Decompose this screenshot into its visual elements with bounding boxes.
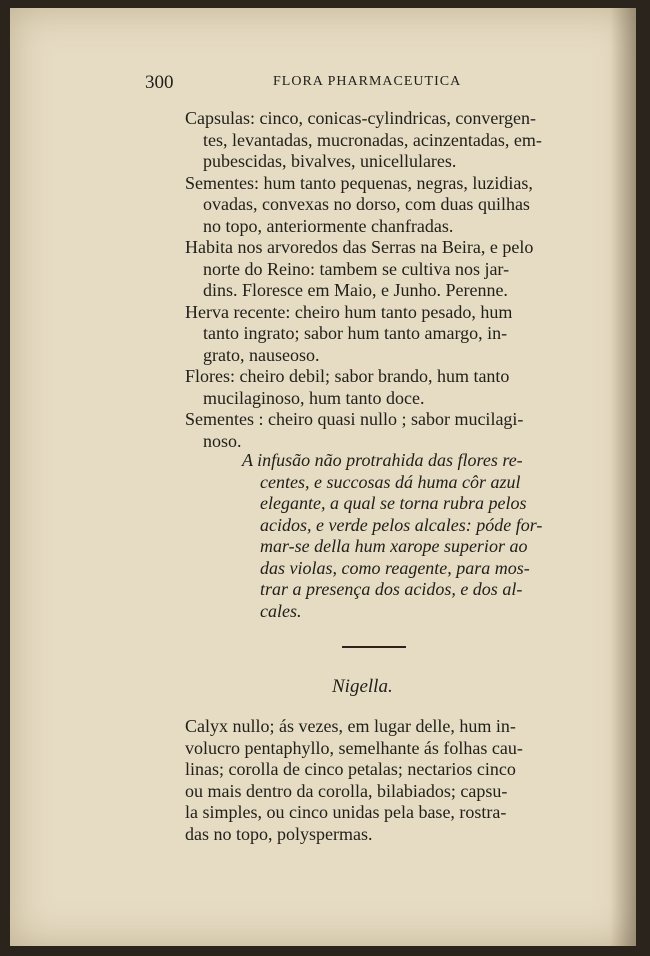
entry-line: Habita nos arvoredos das Serras na Beira, e pelo xyxy=(185,237,534,257)
entry-sementes-sabor xyxy=(185,409,605,452)
note-line: elegante, a qual se torna rubra pelos xyxy=(260,493,527,513)
entry-line: noso. xyxy=(203,430,242,451)
section-line: ou mais dentro da corolla, bilabiados; capsu- xyxy=(185,780,508,801)
entry-capsulas xyxy=(185,108,605,173)
entry-line: Sementes: hum tanto pequenas, negras, luzidias, xyxy=(185,172,533,193)
entry-line: Herva recente: cheiro hum tanto pesado, hum xyxy=(185,301,513,322)
section-divider xyxy=(342,646,406,648)
entry-herva xyxy=(185,302,605,367)
page-edge-shadow xyxy=(610,8,636,946)
note-line: trar a presença dos acidos, e dos al- xyxy=(260,579,523,599)
section-line: volucro pentaphyllo, semelhante ás folhas cau- xyxy=(185,737,523,758)
entry-line: no topo, anteriormente chanfradas. xyxy=(203,215,454,236)
italic-note xyxy=(242,450,604,622)
note-line: centes, e succosas dá huma côr azul xyxy=(260,471,521,492)
section-line: la simples, ou cinco unidas pela base, rostra- xyxy=(185,802,507,822)
entry-line: Flores: cheiro debil; sabor brando, hum tanto xyxy=(185,366,510,386)
note-line: cales. xyxy=(260,600,302,621)
page-number: 300 xyxy=(145,72,174,93)
entry-line: pubescidas, bivalves, unicellulares. xyxy=(203,151,457,171)
entry-line: tanto ingrato; sabor hum tanto amargo, in- xyxy=(203,323,508,343)
note-line: acidos, e verde pelos alcales: póde for- xyxy=(260,514,543,535)
entry-line: mucilaginoso, hum tanto doce. xyxy=(203,387,425,408)
entry-line: Capsulas: cinco, conicas-cylindricas, convergen- xyxy=(185,108,537,128)
section-title: Nigella. xyxy=(332,676,393,697)
nigella-description xyxy=(185,716,605,845)
entry-line: dins. Floresce em Maio, e Junho. Perenne. xyxy=(203,280,508,300)
entry-flores xyxy=(185,366,605,409)
entry-line: grato, nauseoso. xyxy=(203,344,320,365)
note-line: mar-se della hum xarope superior ao xyxy=(260,536,528,556)
section-line: das no topo, polyspermas. xyxy=(185,823,373,844)
entry-sementes xyxy=(185,173,605,238)
page-header xyxy=(145,72,605,94)
note-line: das violas, como reagente, para mos- xyxy=(260,557,530,578)
description-entries xyxy=(185,108,605,452)
entry-line: Sementes : cheiro quasi nullo ; sabor mucilagi- xyxy=(185,409,524,429)
section-line: Calyx nullo; ás vezes, em lugar delle, hum in- xyxy=(185,716,516,736)
note-line: A infusão não protrahida das flores re- xyxy=(242,450,523,470)
book-page xyxy=(10,8,636,946)
entry-habita xyxy=(185,237,605,302)
section-line: linas; corolla de cinco petalas; nectarios cinco xyxy=(185,759,516,779)
entry-line: norte do Reino: tambem se cultiva nos jar- xyxy=(203,258,510,279)
entry-line: ovadas, convexas no dorso, com duas quilhas xyxy=(203,194,530,214)
entry-line: tes, levantadas, mucronadas, acinzentadas, em- xyxy=(203,129,542,150)
running-title: FLORA PHARMACEUTICA xyxy=(273,74,462,89)
